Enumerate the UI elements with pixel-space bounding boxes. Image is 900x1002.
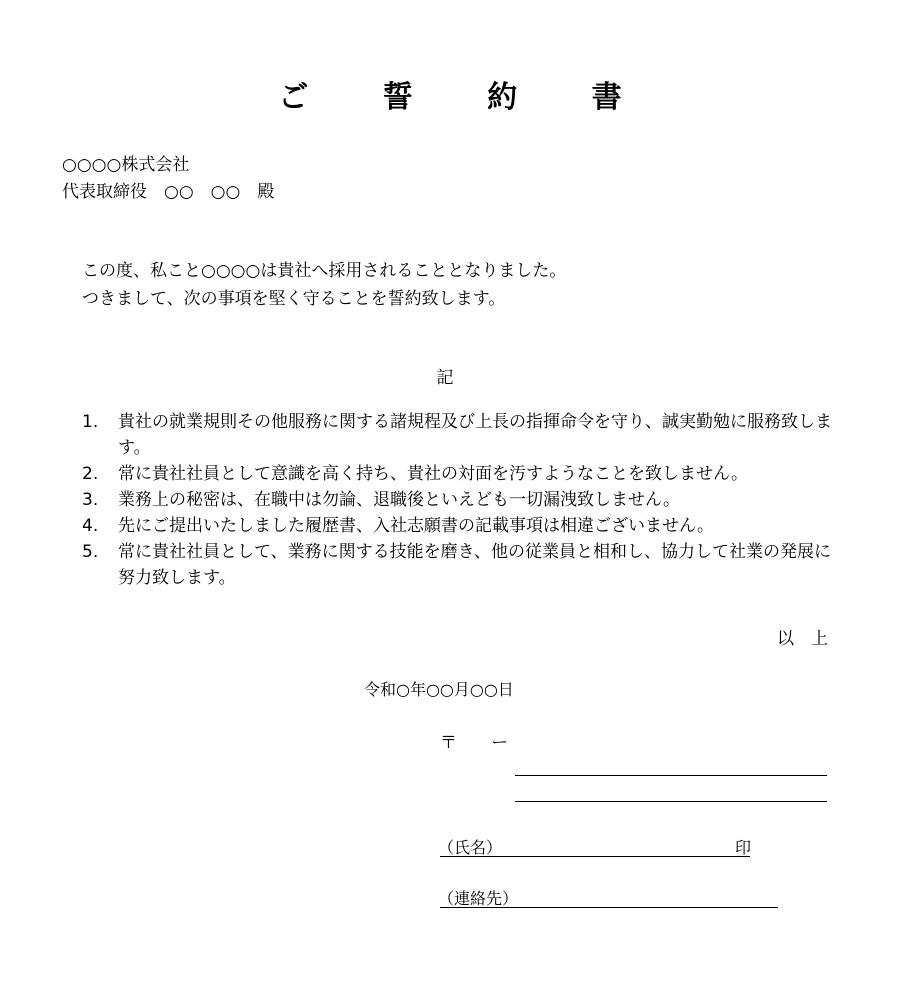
address-line-1 (515, 775, 827, 776)
pledge-item (82, 487, 842, 513)
intro-paragraph (82, 257, 566, 313)
pledge-item (82, 513, 842, 539)
pledge-text: 貴社の就業規則その他服務に関する諸規程及び上長の指揮命令を守り、誠実勤勉に服務致します。 (118, 412, 832, 458)
seal-mark: 印 (735, 838, 752, 857)
contact-label: （連絡先） (438, 889, 519, 908)
contact-line (440, 907, 778, 908)
addressee-block (62, 152, 274, 206)
addressee-representative: 代表取締役 ○○ ○○ 殿 (62, 182, 275, 202)
postal-code-label: 〒 ー (440, 733, 508, 753)
addressee-company: ○○○○株式会社 (62, 155, 190, 175)
intro-line-1: この度、私こと○○○○は貴社へ採用されることとなりました。 (82, 261, 567, 281)
ki-heading: 記 (436, 368, 454, 388)
pledge-text: 常に貴社社員として意識を高く持ち、貴社の対面を汚すようなことを致しません。 (118, 464, 749, 484)
name-line (440, 856, 750, 857)
pledge-text: 業務上の秘密は、在職中は勿論、退職後といえども一切漏洩致しません。 (118, 490, 681, 510)
pledge-number: 5. (82, 542, 99, 562)
pledge-item (82, 539, 842, 591)
pledge-number: 2. (82, 464, 99, 484)
pledge-number: 3. (82, 490, 99, 510)
pledge-list (82, 409, 842, 591)
name-label: （氏名） (438, 838, 503, 857)
pledge-text: 先にご提出いたしました履歴書、入社志願書の記載事項は相違ございません。 (118, 516, 715, 536)
document-title: ご 誓 約 書 (278, 80, 654, 115)
address-line-2 (515, 801, 827, 802)
pledge-number: 4. (82, 516, 99, 536)
pledge-text: 常に貴社社員として、業務に関する技能を磨き、他の従業員と相和し、協力して社業の発展に努力致します。 (118, 542, 831, 588)
document-date: 令和○年○○月○○日 (364, 680, 514, 699)
pledge-number: 1. (82, 412, 99, 432)
pledge-item (82, 461, 842, 487)
intro-line-2: つきまして、次の事項を堅く守ることを誓約致します。 (82, 289, 506, 309)
closing-mark: 以 上 (777, 629, 828, 649)
pledge-item (82, 409, 842, 461)
